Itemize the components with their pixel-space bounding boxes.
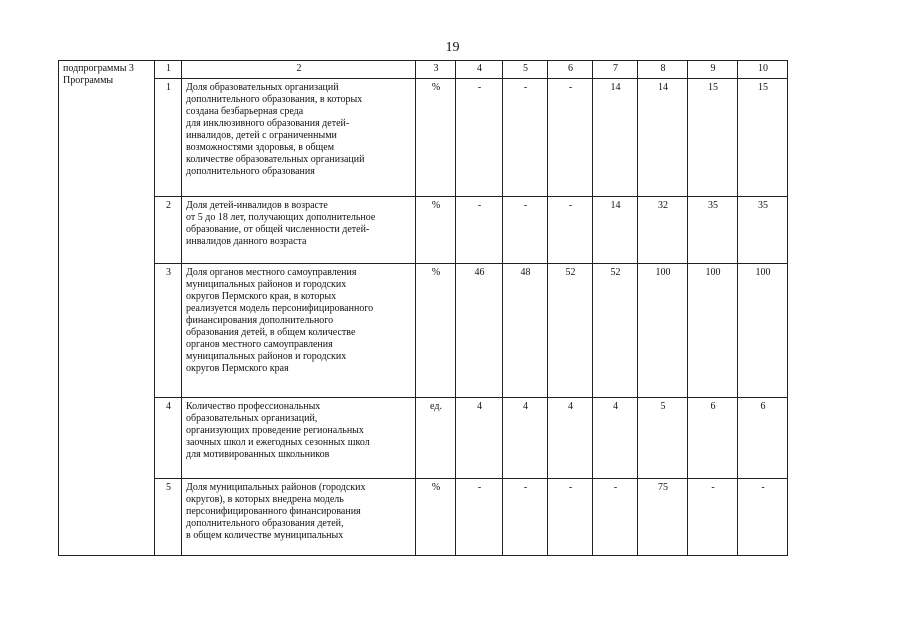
value-cell: - <box>593 479 638 556</box>
value-cell: - <box>688 479 738 556</box>
value-cell: - <box>548 79 593 197</box>
value-cell: - <box>456 79 503 197</box>
value-cell: 52 <box>593 264 638 398</box>
value-cell: 6 <box>738 398 788 479</box>
table-row <box>59 479 788 556</box>
row-number: 5 <box>155 479 182 556</box>
unit-cell: ед. <box>416 398 456 479</box>
unit-cell: % <box>416 197 456 264</box>
column-header: 10 <box>738 61 788 79</box>
value-cell: - <box>548 197 593 264</box>
value-cell: 75 <box>638 479 688 556</box>
column-header: 9 <box>688 61 738 79</box>
value-cell: 32 <box>638 197 688 264</box>
value-cell: 14 <box>638 79 688 197</box>
value-cell: - <box>503 79 548 197</box>
value-cell: 52 <box>548 264 593 398</box>
value-cell: - <box>503 197 548 264</box>
value-cell: 14 <box>593 197 638 264</box>
row-number: 3 <box>155 264 182 398</box>
value-cell: 48 <box>503 264 548 398</box>
column-header: 4 <box>456 61 503 79</box>
column-header: 1 <box>155 61 182 79</box>
value-cell: 14 <box>593 79 638 197</box>
row-number: 1 <box>155 79 182 197</box>
value-cell: 5 <box>638 398 688 479</box>
table-row <box>59 79 788 197</box>
value-cell: 35 <box>738 197 788 264</box>
unit-cell: % <box>416 264 456 398</box>
value-cell: 15 <box>688 79 738 197</box>
page-number: 19 <box>445 40 460 55</box>
indicators-table <box>58 60 788 556</box>
value-cell: 100 <box>638 264 688 398</box>
indicator-text: Количество профессиональных образовательных организаций, организующих проведение региональных заочных школ и ежегодных сезонных школ для мотивированных школьников <box>182 398 416 479</box>
value-cell: 6 <box>688 398 738 479</box>
value-cell: 35 <box>688 197 738 264</box>
column-header: 2 <box>182 61 416 79</box>
value-cell: - <box>548 479 593 556</box>
indicator-text: Доля образовательных организаций дополнительного образования, в которых создана безбарьерная среда для инклюзивного образования детей- инвалидов, детей с ограниченными возможностями здоровья, в общем количестве образовательных организаций дополнительного образования <box>182 79 416 197</box>
value-cell: 4 <box>456 398 503 479</box>
unit-cell: % <box>416 479 456 556</box>
value-cell: 46 <box>456 264 503 398</box>
indicator-text: Доля органов местного самоуправления муниципальных районов и городских округов Пермского края, в которых реализуется модель персонифицированного финансирования дополнительного образования детей, в общем количестве органов местного самоуправления муниципальных районов и городских округов Пермского края <box>182 264 416 398</box>
subprogram-cell: подпрограммы 3 Программы <box>59 61 155 556</box>
table-row <box>59 398 788 479</box>
value-cell: 4 <box>593 398 638 479</box>
value-cell: - <box>503 479 548 556</box>
header-row <box>59 61 788 79</box>
column-header: 5 <box>503 61 548 79</box>
row-number: 2 <box>155 197 182 264</box>
value-cell: 4 <box>503 398 548 479</box>
column-header: 8 <box>638 61 688 79</box>
column-header: 3 <box>416 61 456 79</box>
unit-cell: % <box>416 79 456 197</box>
column-header: 7 <box>593 61 638 79</box>
value-cell: - <box>738 479 788 556</box>
table-row <box>59 197 788 264</box>
indicator-text: Доля детей-инвалидов в возрасте от 5 до 18 лет, получающих дополнительное образование, от общей численности детей- инвалидов данного возраста <box>182 197 416 264</box>
value-cell: - <box>456 479 503 556</box>
value-cell: 4 <box>548 398 593 479</box>
value-cell: 100 <box>738 264 788 398</box>
indicator-text: Доля муниципальных районов (городских округов), в которых внедрена модель персонифицированного финансирования дополнительного образования детей, в общем количестве муниципальных <box>182 479 416 556</box>
table-row <box>59 264 788 398</box>
value-cell: - <box>456 197 503 264</box>
value-cell: 100 <box>688 264 738 398</box>
column-header: 6 <box>548 61 593 79</box>
value-cell: 15 <box>738 79 788 197</box>
row-number: 4 <box>155 398 182 479</box>
